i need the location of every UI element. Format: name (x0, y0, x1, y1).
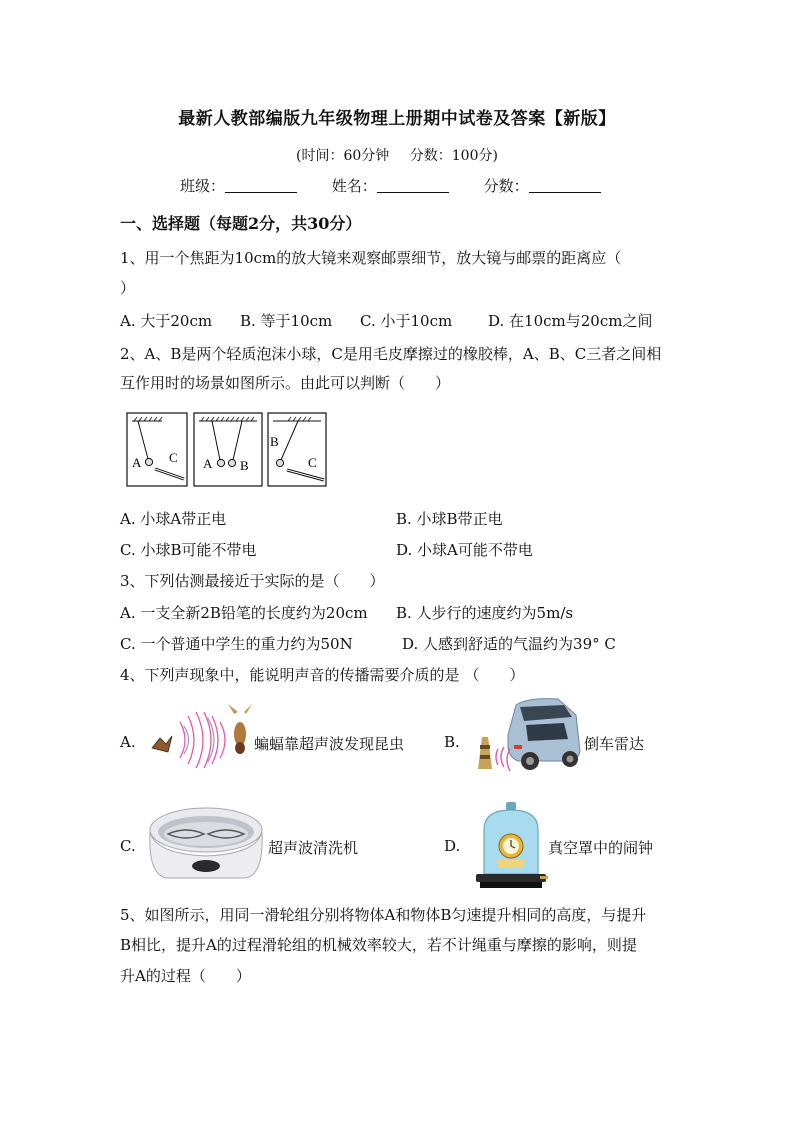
q3-option-b: B. 人步行的速度约为5m/s (396, 604, 574, 622)
exam-score: 分数：100分) (409, 148, 498, 164)
q4-option-c-letter: C. (120, 837, 136, 855)
car-image (468, 695, 584, 783)
diagram-label-a1: A (132, 455, 142, 470)
section-title: 一、选择题（每题2分，共30分） (120, 214, 362, 233)
class-blank (225, 178, 297, 193)
q4-option-d-caption: 真空罩中的闹钟 (548, 839, 654, 857)
charge-diagram (126, 412, 328, 488)
q4-option-d-letter: D. (444, 837, 461, 855)
score-blank (529, 178, 601, 193)
page-title: 最新人教部编版九年级物理上册期中试卷及答案【新版】 (178, 109, 616, 129)
q1-option-a: A. 大于20cm (120, 312, 213, 330)
q1-option-b: B. 等于10cm (240, 312, 333, 330)
bell-jar-image (474, 800, 548, 896)
question-5-line-1: 5、如图所示，用同一滑轮组分别将物体A和物体B匀速提升相同的高度，与提升 (120, 906, 647, 924)
diagram-label-a2: A (203, 456, 213, 471)
diagram-label-b3: B (270, 434, 279, 449)
q4-option-c-caption: 超声波清洗机 (268, 839, 359, 857)
class-field: 班级： (180, 175, 297, 196)
q2-option-d: D. 小球A可能不带电 (396, 541, 533, 559)
exam-info (0, 145, 794, 165)
q1-option-c: C. 小于10cm (360, 312, 453, 330)
diagram-label-b2: B (240, 458, 249, 473)
question-2-line-2: 互作用时的场景如图所示。由此可以判断（ ） (120, 374, 451, 392)
name-blank (377, 178, 449, 193)
q2-option-a: A. 小球A带正电 (120, 510, 227, 528)
q4-option-b-letter: B. (444, 733, 460, 751)
question-5-line-3: 升A的过程（ ） (120, 967, 251, 985)
question-3-line-1: 3、下列估测最接近于实际的是（ ） (120, 572, 385, 590)
score-field: 分数： (484, 175, 601, 196)
question-1-line-1: 1、用一个焦距为10cm的放大镜来观察邮票细节，放大镜与邮票的距离应（ (120, 249, 622, 267)
q4-option-b-caption: 倒车雷达 (584, 735, 645, 753)
q4-option-a-letter: A. (120, 733, 136, 751)
question-4-line-1: 4、下列声现象中，能说明声音的传播需要介质的是 （ ） (120, 666, 525, 684)
question-1-line-2: ） (120, 279, 136, 297)
diagram-label-c3: C (308, 455, 317, 470)
exam-time: (时间：60分钟 (296, 148, 390, 164)
q4-option-a-caption: 蝙蝠靠超声波发现昆虫 (254, 735, 405, 753)
q3-option-c: C. 一个普通中学生的重力约为50N (120, 635, 353, 653)
cleaner-image (146, 804, 266, 892)
q1-option-d: D. 在10cm与20cm之间 (488, 312, 653, 330)
bat-image (150, 704, 254, 780)
q3-option-a: A. 一支全新2B铅笔的长度约为20cm (120, 604, 368, 622)
q2-option-c: C. 小球B可能不带电 (120, 541, 257, 559)
name-field: 姓名： (332, 175, 449, 196)
student-fields (180, 175, 631, 196)
q2-option-b: B. 小球B带正电 (396, 510, 503, 528)
diagram-label-c1: C (169, 450, 178, 465)
question-5-line-2: B相比，提升A的过程滑轮组的机械效率较大，若不计绳重与摩擦的影响，则提 (120, 936, 637, 954)
question-2-line-1: 2、A、B是两个轻质泡沫小球，C是用毛皮摩擦过的橡胶棒，A、B、C三者之间相 (120, 345, 662, 363)
q3-option-d: D. 人感到舒适的气温约为39° C (402, 635, 616, 653)
